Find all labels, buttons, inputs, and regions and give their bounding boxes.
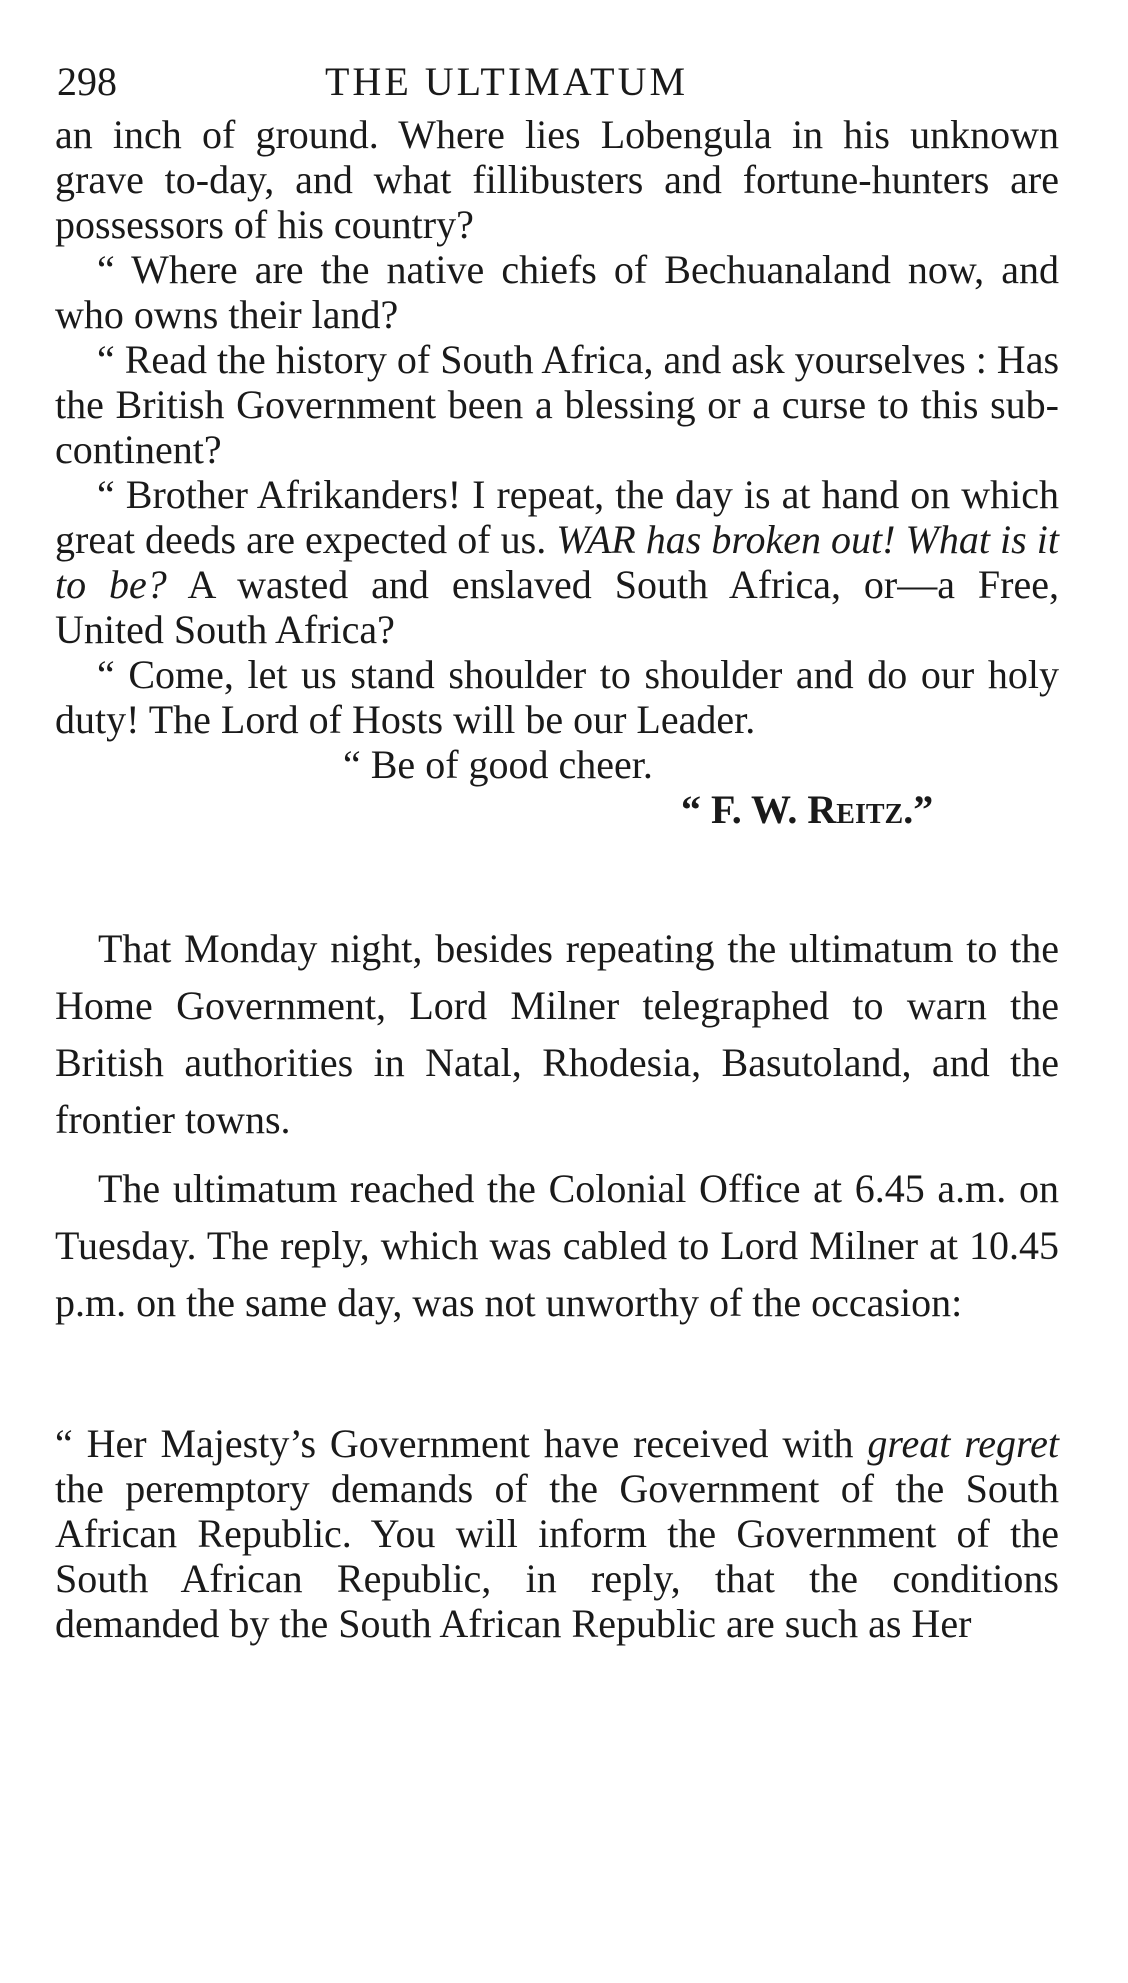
quote-signature: [55, 787, 1059, 832]
quote-paragraph-4-start: “ Brother Afrikanders! I repeat, the day is at hand on which great deeds are expected of us.: [55, 472, 1059, 562]
reply-rest: the peremptory demands of the Government of the South African Republic. You will inform the Government of the South African Republic, in reply, that the conditions demanded by the South African Republic are such as Her: [55, 1466, 1059, 1646]
quote-closing: “ Be of good cheer.: [343, 742, 653, 787]
reply-paragraph: [55, 1421, 1059, 1646]
page-number: 298: [57, 59, 117, 104]
quote-paragraph-3: “ Read the history of South Africa, and ask yourselves : Has the British Government been a blessing or a curse to this sub-continent?: [55, 337, 1060, 472]
quote-paragraph-5: “ Come, let us stand shoulder to shoulder and do our holy duty! The Lord of Hosts will be our Leader.: [55, 652, 1059, 742]
reply-italic: great regret: [867, 1421, 1059, 1466]
narrative-paragraph-1: That Monday night, besides repeating the ultimatum to the Home Government, Lord Milner telegraphed to warn the British authorities in Natal, Rhodesia, Basutoland, and the frontier towns.: [55, 926, 1059, 1142]
reitz-proclamation-quote: [55, 112, 1059, 832]
running-head: [55, 52, 1059, 112]
quote-paragraph-1: an inch of ground. Where lies Lobengula in his unknown grave to-day, and what fillibusters and fortune-hunters are possessors of his country?: [55, 112, 1059, 247]
quote-paragraph-4-italic: WAR has broken out! What is it to be?: [55, 517, 1060, 607]
signature-name: Reitz: [807, 787, 904, 832]
government-reply-quote: [55, 1421, 1059, 1646]
signature-prefix: “ F. W.: [681, 787, 808, 832]
running-title: THE ULTIMATUM: [325, 59, 689, 104]
reply-lead: “ Her Majesty’s Government have received with: [55, 1421, 854, 1466]
quote-paragraph-4: [55, 472, 1059, 652]
narrative-paragraph-2: The ultimatum reached the Colonial Office at 6.45 a.m. on Tuesday. The reply, which was cabled to Lord Milner at 10.45 p.m. on the same day, was not unworthy of the occasion:: [55, 1166, 1059, 1325]
quote-paragraph-2: “ Where are the native chiefs of Bechuanaland now, and who owns their land?: [55, 247, 1059, 337]
quote-paragraph-4-end: A wasted and enslaved South Africa, or—a Free, United South Africa?: [55, 562, 1059, 652]
signature-suffix: .”: [903, 787, 934, 832]
narrative-section: [55, 920, 1059, 1331]
